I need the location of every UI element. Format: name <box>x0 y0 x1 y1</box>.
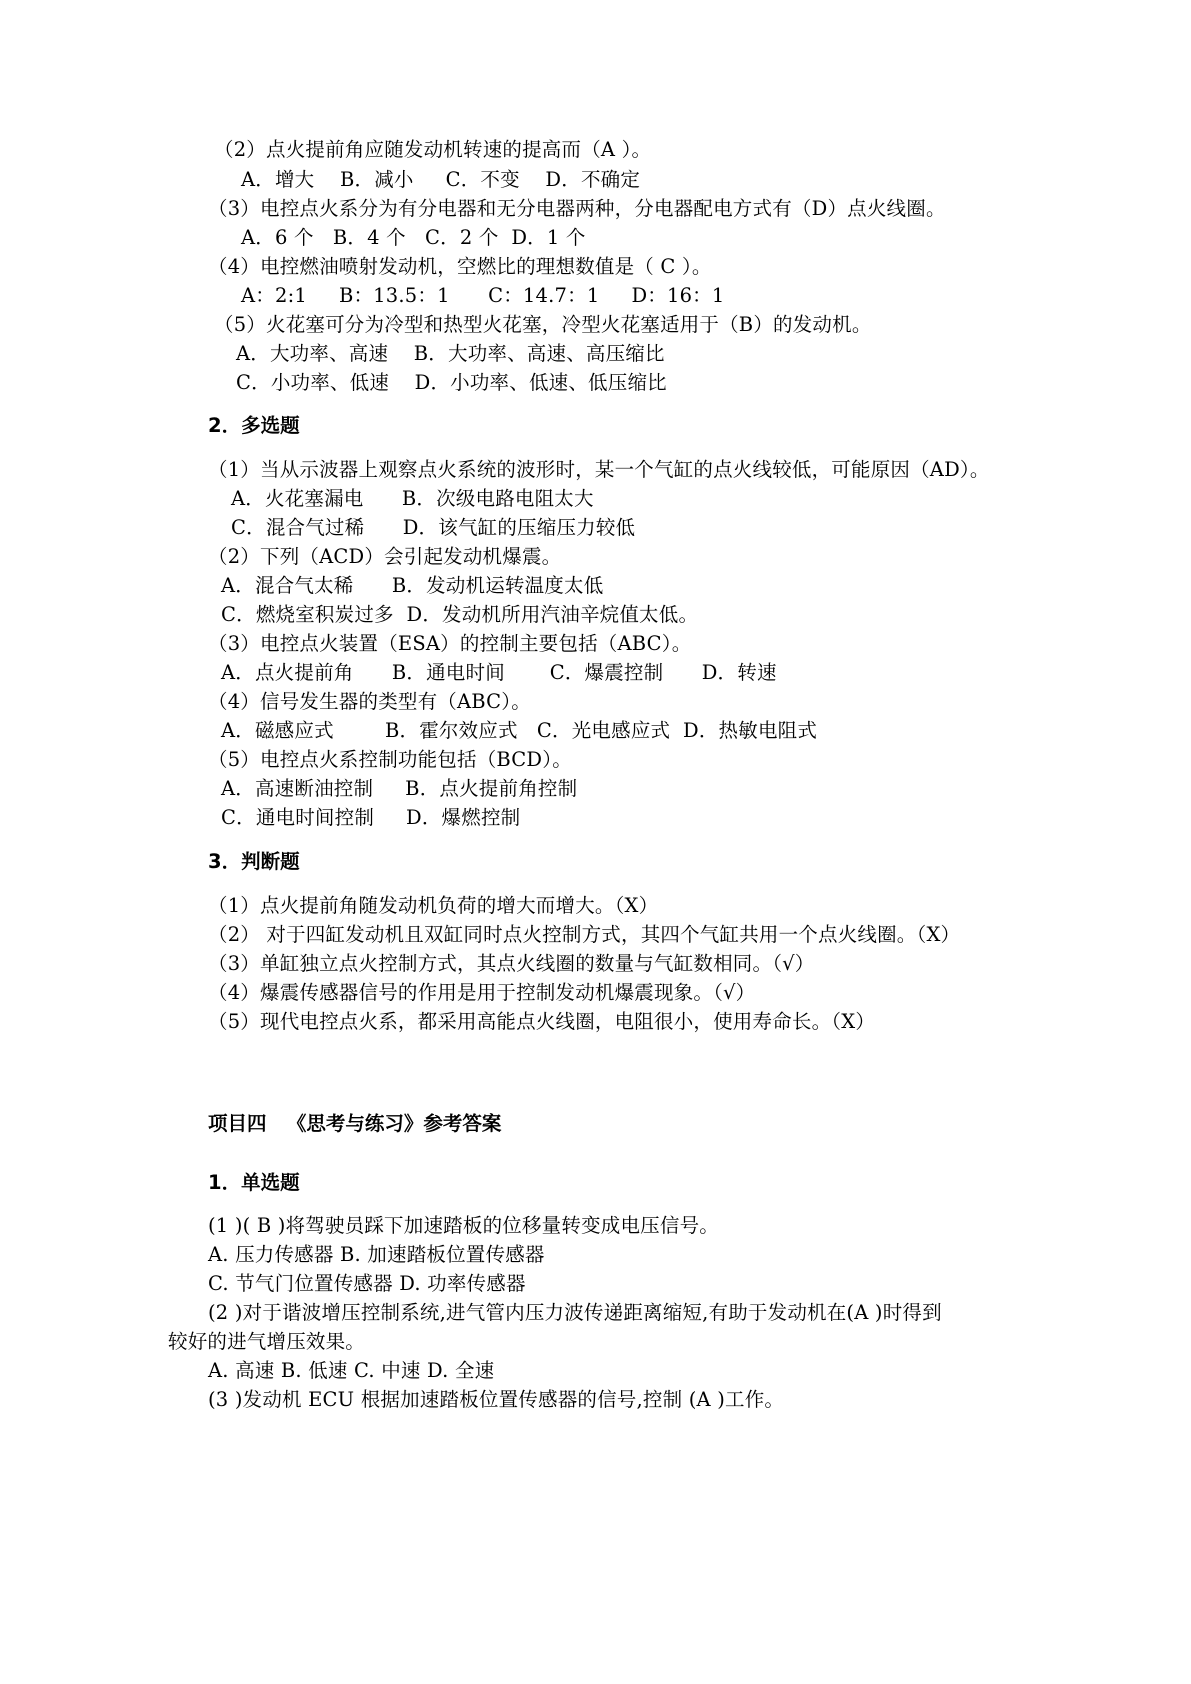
question-options: C．小功率、低速 D．小功率、低速、低压缩比 <box>236 371 667 394</box>
question-text: （2） 对于四缸发动机且双缸同时点火控制方式，其四个气缸共用一个点火线圈。（X） <box>208 923 961 946</box>
question-options: C. 节气门位置传感器 D. 功率传感器 <box>208 1272 526 1295</box>
question-text: （1）点火提前角随发动机负荷的增大而增大。（X） <box>208 894 659 917</box>
question-text: （5）火花塞可分为冷型和热型火花塞，冷型火花塞适用于（B）的发动机。 <box>214 313 872 336</box>
question-options: A．磁感应式 B．霍尔效应式 C．光电感应式 D．热敏电阻式 <box>221 719 818 742</box>
question-options: A．增大 B．减小 C．不变 D．不确定 <box>241 168 641 191</box>
question-options: A. 压力传感器 B. 加速踏板位置传感器 <box>208 1243 545 1266</box>
question-options: A：2:1 B：13.5：1 C：14.7：1 D：16：1 <box>241 284 725 307</box>
question-options: A．混合气太稀 B．发动机运转温度太低 <box>221 574 604 597</box>
question-text: （2）下列（ACD）会引起发动机爆震。 <box>208 545 562 568</box>
section-heading: 3．判断题 <box>208 850 300 873</box>
question-options: A. 高速 B. 低速 C. 中速 D. 全速 <box>208 1359 495 1382</box>
question-options: C．燃烧室积炭过多 D．发动机所用汽油辛烷值太低。 <box>221 603 699 626</box>
question-text: (1 )( B )将驾驶员踩下加速踏板的位移量转变成电压信号。 <box>208 1214 719 1237</box>
question-text-continued: 较好的进气增压效果。 <box>168 1330 366 1353</box>
question-text: （1）当从示波器上观察点火系统的波形时，某一个气缸的点火线较低，可能原因（AD）。 <box>208 458 990 481</box>
question-text: （5）现代电控点火系，都采用高能点火线圈，电阻很小，使用寿命长。（X） <box>208 1010 876 1033</box>
question-options: A．大功率、高速 B．大功率、高速、高压缩比 <box>236 342 665 365</box>
question-options: A．6 个 B．4 个 C．2 个 D．1 个 <box>241 226 586 249</box>
question-text: （5）电控点火系控制功能包括（BCD）。 <box>208 748 572 771</box>
question-text: （4）爆震传感器信号的作用是用于控制发动机爆震现象。（√） <box>208 981 756 1004</box>
project-title: 项目四 《思考与练习》参考答案 <box>208 1112 502 1135</box>
question-text: (2 )对于谐波增压控制系统,进气管内压力波传递距离缩短,有助于发动机在(A )时得到 <box>208 1301 942 1324</box>
section-heading: 2．多选题 <box>208 414 300 437</box>
section-heading: 1．单选题 <box>208 1171 300 1194</box>
question-text: （3）单缸独立点火控制方式，其点火线圈的数量与气缸数相同。（√） <box>208 952 815 975</box>
question-text: （4）电控燃油喷射发动机，空燃比的理想数值是（ C ）。 <box>208 255 712 278</box>
question-text: （2）点火提前角应随发动机转速的提高而（A ）。 <box>214 138 652 161</box>
question-options: C．通电时间控制 D．爆燃控制 <box>221 806 521 829</box>
question-options: C．混合气过稀 D．该气缸的压缩压力较低 <box>231 516 636 539</box>
question-text: (3 )发动机 ECU 根据加速踏板位置传感器的信号,控制 (A )工作。 <box>208 1388 785 1411</box>
question-text: （3）电控点火装置（ESA）的控制主要包括（ABC）。 <box>208 632 692 655</box>
question-text: （3）电控点火系分为有分电器和无分电器两种，分电器配电方式有（D）点火线圈。 <box>208 197 946 220</box>
question-options: A．高速断油控制 B．点火提前角控制 <box>221 777 578 800</box>
question-options: A．点火提前角 B．通电时间 C．爆震控制 D．转速 <box>221 661 777 684</box>
question-options: A．火花塞漏电 B．次级电路电阻太大 <box>231 487 594 510</box>
question-text: （4）信号发生器的类型有（ABC）。 <box>208 690 531 713</box>
